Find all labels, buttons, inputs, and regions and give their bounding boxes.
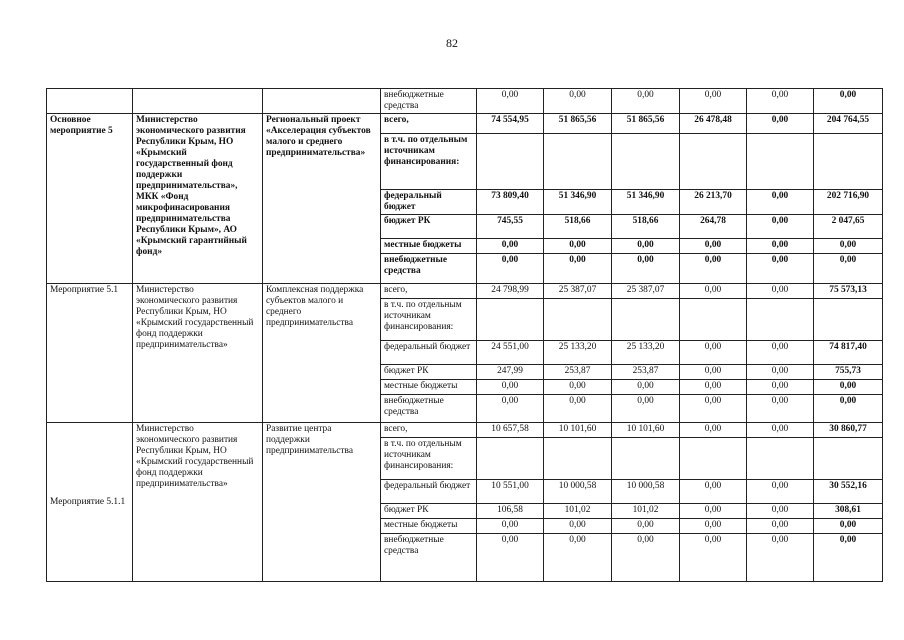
value-cell: 74 554,95 (477, 114, 544, 134)
financing-table (46, 88, 883, 582)
value-cell (477, 134, 544, 190)
value-cell: 0,00 (747, 423, 814, 438)
measure-cell: Основное мероприятие 5 (47, 114, 133, 284)
measure-cell: Мероприятие 5.1.1 (47, 423, 133, 582)
total-cell: 0,00 (814, 519, 883, 534)
value-cell: 0,00 (612, 89, 680, 114)
total-cell: 75 573,13 (814, 284, 883, 299)
value-cell: 0,00 (680, 254, 747, 284)
total-cell: 202 716,90 (814, 190, 883, 215)
project-cell: Региональный проект «Акселерация субъектов малого и среднего предпринимательства» (263, 114, 381, 284)
funding-source-cell: федеральный бюджет (381, 190, 477, 215)
value-cell: 0,00 (680, 423, 747, 438)
value-cell (544, 438, 612, 480)
funding-source-cell: местные бюджеты (381, 519, 477, 534)
value-cell: 0,00 (680, 534, 747, 582)
value-cell: 101,02 (544, 504, 612, 519)
total-cell: 0,00 (814, 395, 883, 423)
value-cell: 0,00 (680, 341, 747, 365)
value-cell: 0,00 (477, 534, 544, 582)
value-cell: 25 387,07 (544, 284, 612, 299)
value-cell: 0,00 (747, 519, 814, 534)
value-cell: 10 000,58 (612, 480, 680, 504)
total-cell: 30 552,16 (814, 480, 883, 504)
table-row (47, 423, 883, 438)
value-cell: 0,00 (612, 395, 680, 423)
value-cell: 10 000,58 (544, 480, 612, 504)
project-cell: Комплексная поддержка субъектов малого и среднего предпринимательства (263, 284, 381, 423)
value-cell: 0,00 (477, 519, 544, 534)
total-cell: 0,00 (814, 380, 883, 395)
value-cell: 518,66 (544, 215, 612, 239)
table-row (47, 284, 883, 299)
value-cell: 253,87 (612, 365, 680, 380)
value-cell: 0,00 (680, 504, 747, 519)
value-cell: 0,00 (544, 89, 612, 114)
table-row (47, 114, 883, 134)
value-cell: 0,00 (747, 534, 814, 582)
value-cell: 0,00 (747, 395, 814, 423)
value-cell: 24 798,99 (477, 284, 544, 299)
funding-source-cell: бюджет РК (381, 215, 477, 239)
value-cell: 0,00 (680, 284, 747, 299)
executor-cell: Министерство экономического развития Республики Крым, НО «Крымский государственный фонд поддержки предпринимательства» (133, 284, 263, 423)
total-cell: 0,00 (814, 89, 883, 114)
funding-source-cell: местные бюджеты (381, 380, 477, 395)
value-cell: 0,00 (544, 239, 612, 254)
value-cell: 106,58 (477, 504, 544, 519)
funding-source-cell: в т.ч. по отдельным источникам финансирования: (381, 134, 477, 190)
total-cell (814, 299, 883, 341)
value-cell: 0,00 (747, 380, 814, 395)
value-cell (680, 134, 747, 190)
value-cell (612, 299, 680, 341)
executor-cell (133, 89, 263, 114)
value-cell (747, 438, 814, 480)
value-cell: 24 551,00 (477, 341, 544, 365)
value-cell: 51 865,56 (544, 114, 612, 134)
value-cell: 26 478,48 (680, 114, 747, 134)
value-cell: 0,00 (612, 254, 680, 284)
funding-source-cell: бюджет РК (381, 504, 477, 519)
value-cell: 0,00 (747, 114, 814, 134)
value-cell: 0,00 (612, 519, 680, 534)
value-cell: 0,00 (680, 519, 747, 534)
value-cell: 0,00 (544, 534, 612, 582)
funding-source-cell: бюджет РК (381, 365, 477, 380)
value-cell: 0,00 (747, 341, 814, 365)
value-cell (544, 299, 612, 341)
project-cell: Развитие центра поддержки предпринимательства (263, 423, 381, 582)
value-cell: 25 133,20 (612, 341, 680, 365)
value-cell: 51 865,56 (612, 114, 680, 134)
value-cell: 51 346,90 (612, 190, 680, 215)
funding-source-cell: всего, (381, 423, 477, 438)
value-cell: 73 809,40 (477, 190, 544, 215)
value-cell (747, 299, 814, 341)
value-cell: 0,00 (544, 519, 612, 534)
total-cell: 0,00 (814, 534, 883, 582)
funding-source-cell: в т.ч. по отдельным источникам финансирования: (381, 438, 477, 480)
value-cell: 0,00 (747, 89, 814, 114)
value-cell: 0,00 (747, 365, 814, 380)
value-cell: 0,00 (612, 534, 680, 582)
value-cell: 0,00 (680, 480, 747, 504)
value-cell: 26 213,70 (680, 190, 747, 215)
value-cell: 0,00 (477, 239, 544, 254)
funding-source-cell: всего, (381, 114, 477, 134)
measure-cell (47, 89, 133, 114)
value-cell (477, 299, 544, 341)
funding-source-cell: внебюджетные средства (381, 395, 477, 423)
value-cell (612, 438, 680, 480)
total-cell: 0,00 (814, 254, 883, 284)
value-cell: 0,00 (477, 380, 544, 395)
total-cell: 755,73 (814, 365, 883, 380)
value-cell: 0,00 (544, 254, 612, 284)
funding-source-cell: федеральный бюджет (381, 341, 477, 365)
value-cell: 10 101,60 (612, 423, 680, 438)
value-cell: 0,00 (747, 284, 814, 299)
value-cell (477, 438, 544, 480)
value-cell: 25 133,20 (544, 341, 612, 365)
value-cell: 0,00 (477, 254, 544, 284)
value-cell (680, 438, 747, 480)
funding-source-cell: внебюджетные средства (381, 534, 477, 582)
value-cell: 745,55 (477, 215, 544, 239)
project-cell (263, 89, 381, 114)
value-cell: 0,00 (680, 89, 747, 114)
measure-cell: Мероприятие 5.1 (47, 284, 133, 423)
value-cell: 0,00 (680, 239, 747, 254)
value-cell: 0,00 (477, 395, 544, 423)
value-cell: 25 387,07 (612, 284, 680, 299)
value-cell: 0,00 (747, 254, 814, 284)
funding-source-cell: внебюджетные средства (381, 254, 477, 284)
value-cell: 0,00 (747, 480, 814, 504)
value-cell: 518,66 (612, 215, 680, 239)
page-number: 82 (446, 36, 458, 50)
executor-cell: Министерство экономического развития Республики Крым, НО «Крымский государственный фонд поддержки предпринимательства», МКК «Фонд микрофинасирования предпринимательства Республики Крым», АО «Крымский гарантийный фонд» (133, 114, 263, 284)
executor-cell: Министерство экономического развития Республики Крым, НО «Крымский государственный фонд поддержки предпринимательства» (133, 423, 263, 582)
total-cell: 204 764,55 (814, 114, 883, 134)
value-cell: 101,02 (612, 504, 680, 519)
value-cell: 0,00 (544, 395, 612, 423)
value-cell: 10 551,00 (477, 480, 544, 504)
value-cell: 0,00 (747, 215, 814, 239)
value-cell (747, 134, 814, 190)
value-cell: 0,00 (747, 190, 814, 215)
value-cell: 253,87 (544, 365, 612, 380)
value-cell: 264,78 (680, 215, 747, 239)
value-cell: 0,00 (612, 239, 680, 254)
funding-source-cell: всего, (381, 284, 477, 299)
value-cell: 10 101,60 (544, 423, 612, 438)
value-cell: 0,00 (680, 380, 747, 395)
value-cell: 247,99 (477, 365, 544, 380)
funding-source-cell: в т.ч. по отдельным источникам финансирования: (381, 299, 477, 341)
total-cell: 30 860,77 (814, 423, 883, 438)
total-cell: 74 817,40 (814, 341, 883, 365)
table-row (47, 89, 883, 114)
value-cell (680, 299, 747, 341)
funding-source-cell: местные бюджеты (381, 239, 477, 254)
value-cell: 0,00 (747, 239, 814, 254)
total-cell: 2 047,65 (814, 215, 883, 239)
value-cell: 51 346,90 (544, 190, 612, 215)
value-cell: 0,00 (680, 365, 747, 380)
value-cell (544, 134, 612, 190)
value-cell: 0,00 (477, 89, 544, 114)
funding-source-cell: федеральный бюджет (381, 480, 477, 504)
value-cell: 0,00 (747, 504, 814, 519)
total-cell (814, 438, 883, 480)
value-cell (612, 134, 680, 190)
value-cell: 0,00 (680, 395, 747, 423)
value-cell: 0,00 (612, 380, 680, 395)
value-cell: 0,00 (544, 380, 612, 395)
funding-source-cell: внебюджетные средства (381, 89, 477, 114)
total-cell: 308,61 (814, 504, 883, 519)
total-cell: 0,00 (814, 239, 883, 254)
value-cell: 10 657,58 (477, 423, 544, 438)
total-cell (814, 134, 883, 190)
